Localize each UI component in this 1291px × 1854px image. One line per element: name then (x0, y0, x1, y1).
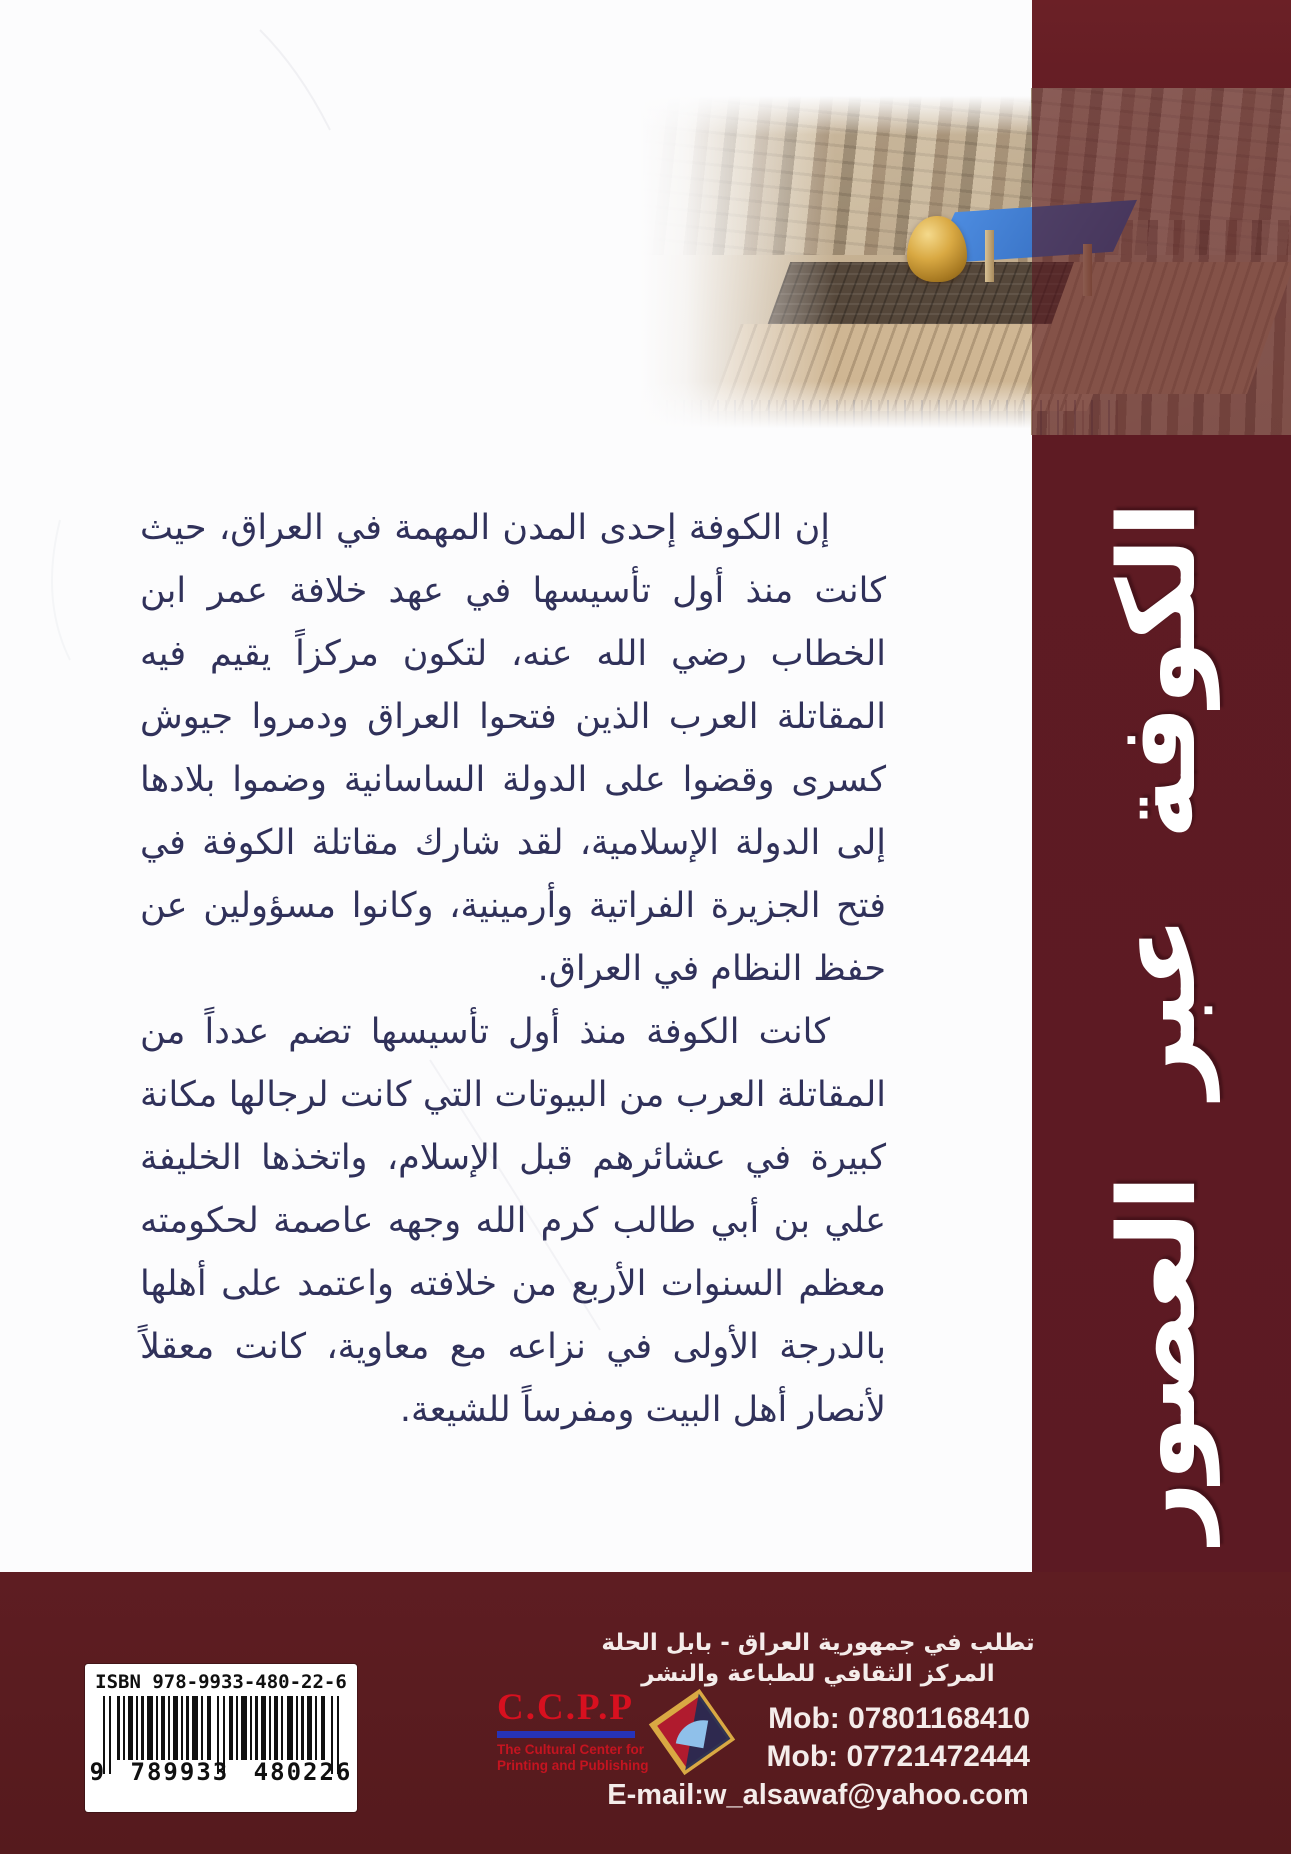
synopsis-line: المقاتلة العرب من البيوتات التي كانت لرجالها مكانة (140, 1075, 886, 1115)
photo-fade-top (640, 86, 1031, 135)
contact-block (600, 1628, 1036, 1813)
mobile-number-2: Mob: 07721472444 (766, 1740, 1030, 1773)
synopsis-line: كانت الكوفة منذ أول تأسيسها تضم عدداً من (140, 1012, 830, 1052)
publisher-name-ar: المركز الثقافي للطباعة والنشر (641, 1661, 995, 1687)
synopsis-line: لأنصار أهل البيت ومفرساً للشيعة. (399, 1390, 886, 1430)
barcode-digits: 9 789933 480226 (89, 1758, 353, 1786)
synopsis-text (140, 497, 886, 1442)
synopsis-line: كبيرة في عشائرهم قبل الإسلام، واتخذها الخليفة (140, 1138, 886, 1178)
photo-fade-bottom (640, 381, 1031, 437)
publisher-acronym: C.C.P.P (497, 1687, 634, 1728)
isbn-barcode (85, 1664, 357, 1812)
synopsis-line: كانت منذ أول تأسيسها في عهد خلافة عمر ابن (140, 571, 886, 611)
synopsis-line: علي بن أبي طالب كرم الله وجهه عاصمة لحكومته (140, 1201, 886, 1241)
distribution-note-ar: تطلب في جمهورية العراق - بابل الحلة (601, 1630, 1035, 1656)
synopsis-line: حفظ النظام في العراق. (537, 949, 886, 989)
footer-band (0, 1572, 1291, 1854)
spine-title: الكوفة عبر العصور (1096, 501, 1219, 1543)
email-address: E-mail:w_alsawaf@yahoo.com (607, 1779, 1029, 1811)
synopsis-line: معظم السنوات الأربع من خلافته واعتمد على أهلها (140, 1264, 886, 1304)
synopsis-line: فتح الجزيرة الفراتية وأرمينية، وكانوا مسؤولين عن (140, 886, 886, 926)
synopsis-line: إن الكوفة إحدى المدن المهمة في العراق، حيث (140, 508, 830, 548)
synopsis-line: الخطاب رضي الله عنه، لتكون مركزاً يقيم فيه (140, 634, 886, 674)
synopsis-line: المقاتلة العرب الذين فتحوا العراق ودمروا جيوش (140, 697, 886, 737)
synopsis-line: كسرى وقضوا على الدولة الساسانية وضموا بلادها (140, 760, 886, 800)
mobile-number-1: Mob: 07801168410 (768, 1702, 1030, 1735)
publisher-name-en-line2: Printing and Publishing (497, 1758, 649, 1773)
cover-photo (640, 88, 1291, 435)
synopsis-line: إلى الدولة الإسلامية، لقد شارك مقاتلة الكوفة في (140, 823, 886, 863)
synopsis-line: بالدرجة الأولى في نزاعه مع معاوية، كانت معقلاً (140, 1327, 886, 1367)
publisher-name-en-line1: The Cultural Center for (497, 1742, 645, 1757)
isbn-label: ISBN 978-9933-480-22-6 (95, 1671, 347, 1693)
